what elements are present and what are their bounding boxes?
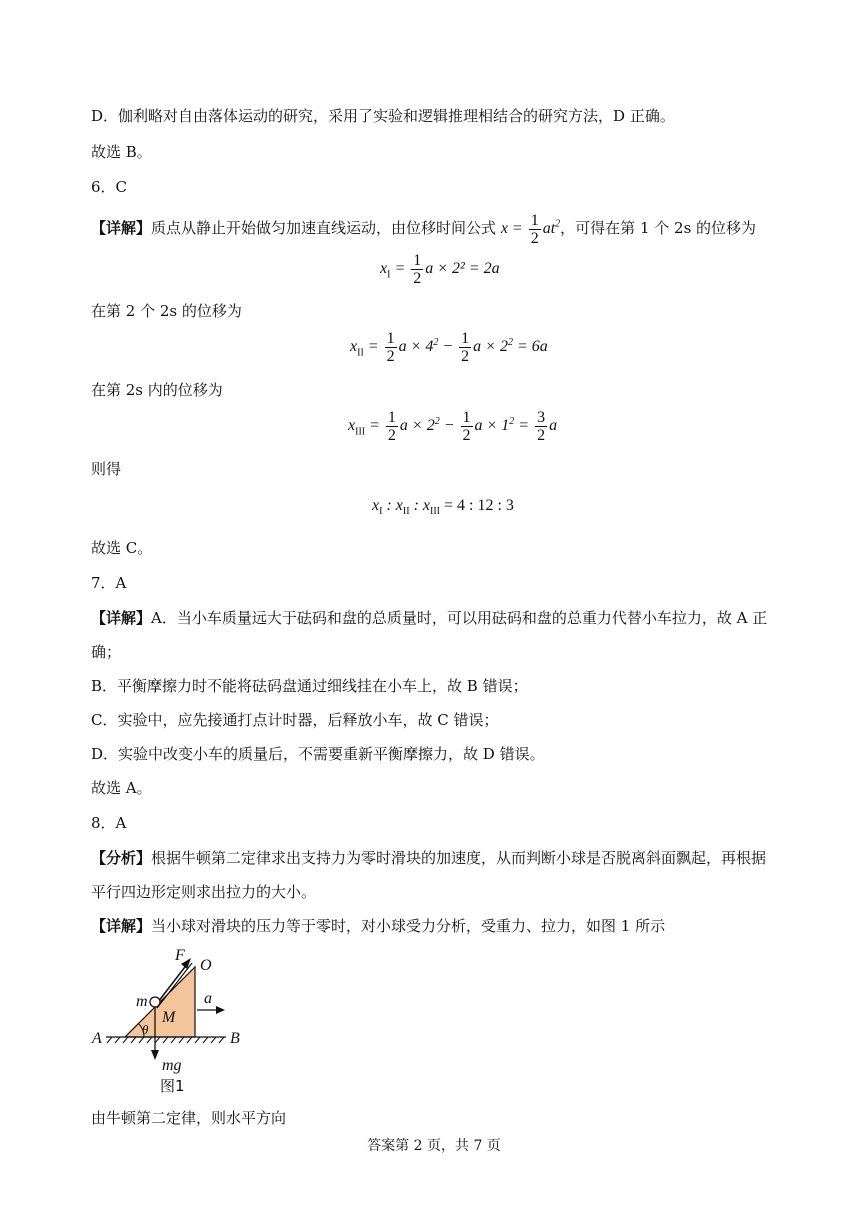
equation-x1: $x_I$ = $\frac{1}{2}$ a × 2² = 2a — [380, 252, 500, 287]
q6-text-2: ，可得在第 1 个 2s 的位移为 — [560, 219, 757, 238]
answer-line-c: 故选 C。 — [91, 539, 153, 557]
label-mg: mg — [162, 1057, 182, 1074]
displacement-formula: x = $\frac{1}{2}$ $at^2$ — [500, 212, 561, 247]
in-2s-text: 在第 2s 内的位移为 — [91, 381, 223, 399]
force-diagram — [88, 940, 258, 1100]
newton-text: 由牛顿第二定律，则水平方向 — [91, 1109, 287, 1127]
q7-option-d: D．实验中改变小车的质量后，不需要重新平衡摩擦力，故 D 错误。 — [91, 745, 545, 763]
label-O: O — [200, 957, 212, 974]
label-B: B — [230, 1030, 240, 1047]
q7-option-a-cont: 确； — [91, 643, 122, 661]
q7-option-a: 【详解】A．当小车质量远大于砝码和盘的总质量时，可以用砝码和盘的总重力代替小车拉力，故 A 正 — [91, 609, 768, 627]
detail-tag: 【详解】 — [91, 219, 152, 238]
label-theta: θ — [142, 1022, 149, 1037]
equation-x2: $x_{II}$ = $\frac{1}{2}$ $a \times 4^2$ − $\frac{1}{2}$ $a \times 2^2 = 6a$ — [350, 330, 548, 365]
q6-text-1: 质点从静止开始做匀加速直线运动，由位移时间公式 — [151, 219, 497, 238]
label-A: A — [92, 1030, 102, 1047]
q7-option-b: B．平衡摩擦力时不能将砝码盘通过细线挂在小车上，故 B 错误； — [91, 677, 528, 695]
q7-option-c: C．实验中，应先接通打点计时器，后释放小车，故 C 错误； — [91, 711, 499, 729]
q6-explanation — [91, 212, 756, 247]
second-2s-text: 在第 2 个 2s 的位移为 — [91, 302, 242, 320]
question-7-heading: 7．A — [91, 574, 127, 592]
page-footer: 答案第 2 页，共 7 页 — [367, 1138, 501, 1154]
q8-analysis-cont: 平行四边形定则求出拉力的大小。 — [91, 883, 317, 901]
q8-detail: 【详解】当小球对滑块的压力等于零时，对小球受力分析，受重力、拉力，如图 1 所示 — [91, 917, 666, 935]
equation-x3: $x_{III}$ = $\frac{1}{2}$ $a \times 2^2$ − $\frac{1}{2}$ $a \times 1^2$ = $\frac{3}{2}$ a — [348, 409, 558, 444]
q8-analysis: 【分析】根据牛顿第二定律求出支持力为零时滑块的加速度，从而判断小球是否脱离斜面飘起，再根据 — [91, 849, 767, 867]
label-a: a — [204, 990, 212, 1007]
figure-caption: 图1 — [160, 1077, 185, 1095]
option-d-line: D．伽利略对自由落体运动的研究，采用了实验和逻辑推理相结合的研究方法，D 正确。 — [91, 107, 675, 125]
label-F: F — [175, 947, 185, 964]
answer-line-a: 故选 A。 — [91, 779, 152, 797]
question-8-heading: 8．A — [91, 814, 127, 832]
acceleration-arrowhead — [216, 1006, 225, 1014]
question-6-heading: 6．C — [91, 178, 128, 196]
label-m: m — [136, 993, 148, 1010]
ball — [150, 997, 160, 1007]
equation-ratio: $x_I$ : $x_{II}$ : $x_{III} = 4$ : 12 : 3 — [372, 497, 514, 518]
gravity-arrowhead — [151, 1050, 159, 1060]
then-text: 则得 — [91, 460, 122, 478]
answer-line-b: 故选 B。 — [91, 143, 152, 161]
label-M: M — [162, 1009, 176, 1026]
